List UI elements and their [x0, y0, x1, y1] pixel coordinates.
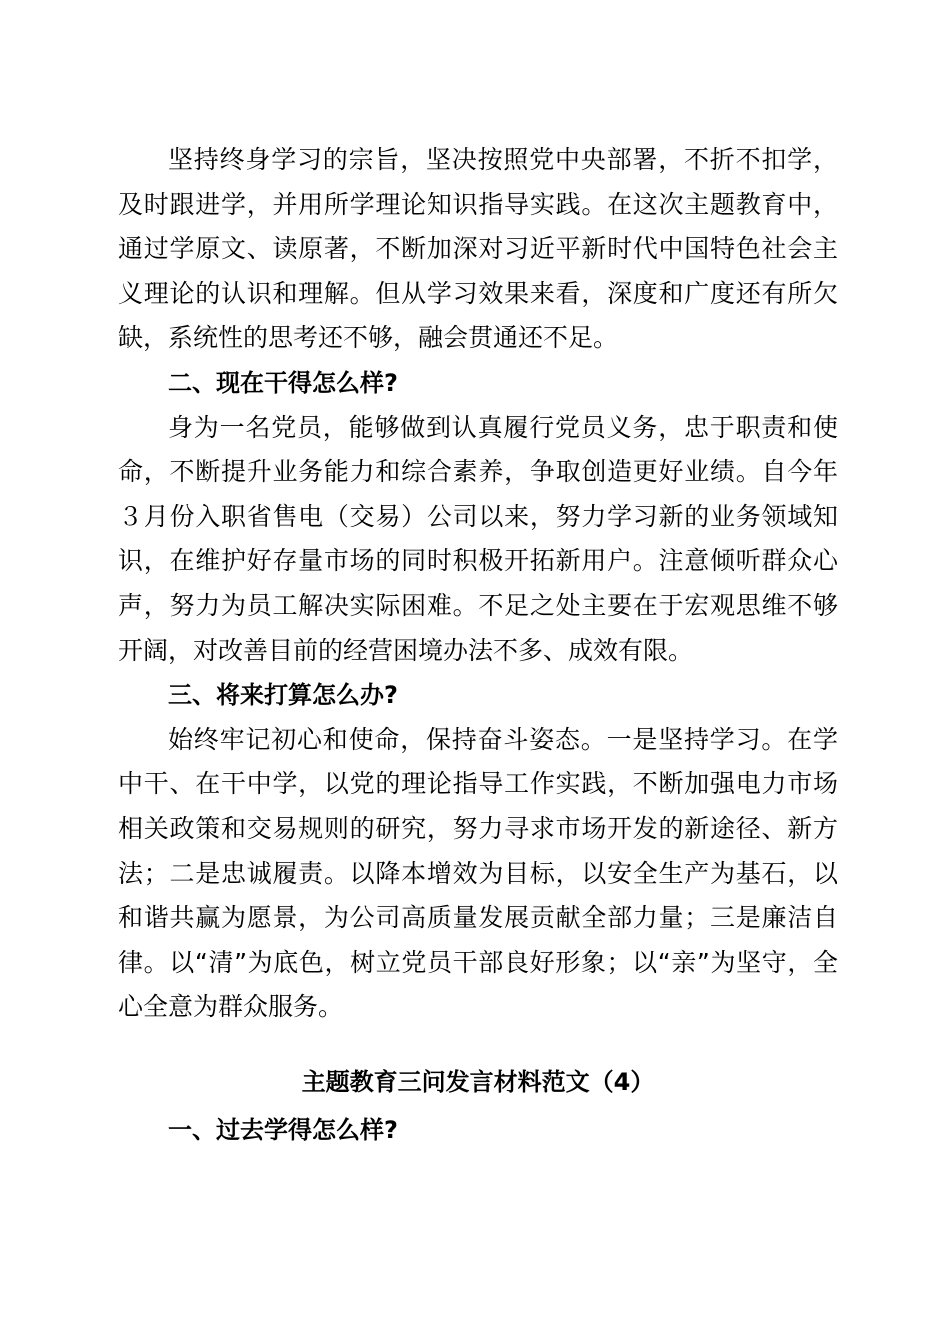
heading-past-study: 一、过去学得怎么样?	[168, 1116, 398, 1145]
paragraph-study-principle: 坚持终身学习的宗旨，坚决按照党中央部署，不折不扣学，及时跟进学，并用所学理论知识指导实践。在这次主题教育中，通过学原文、读原著，不断加深对习近平新时代中国特色社会主义理论的认识和理解。但从学习效果来看，深度和广度还有所欠缺，系统性的思考还不够，融会贯通还不足。	[118, 145, 838, 353]
heading-future-plans: 三、将来打算怎么办?	[168, 681, 398, 710]
paragraph-current-work: 身为一名党员，能够做到认真履行党员义务，忠于职责和使命，不断提升业务能力和综合素养，争取创造更好业绩。自今年３月份入职省售电（交易）公司以来，努力学习新的业务领域知识，在维护好存量市场的同时积极开拓新用户。注意倾听群众心声，努力为员工解决实际困难。不足之处主要在于宏观思维不够开阔，对改善目前的经营困境办法不多、成效有限。	[118, 412, 838, 665]
paragraph-future-plans: 始终牢记初心和使命，保持奋斗姿态。一是坚持学习。在学中干、在干中学，以党的理论指导工作实践，不断加强电力市场相关政策和交易规则的研究，努力寻求市场开发的新途径、新方法；二是忠诚履责。以降本增效为目标，以安全生产为基石，以和谐共赢为愿景，为公司高质量发展贡献全部力量；三是廉洁自律。以“清”为底色，树立党员干部良好形象；以“亲”为坚守，全心全意为群众服务。	[118, 724, 838, 1022]
heading-current-work: 二、现在干得怎么样?	[168, 368, 398, 397]
document-page	[118, 138, 838, 1153]
section-title: 主题教育三问发言材料范文（4）	[301, 1067, 655, 1096]
